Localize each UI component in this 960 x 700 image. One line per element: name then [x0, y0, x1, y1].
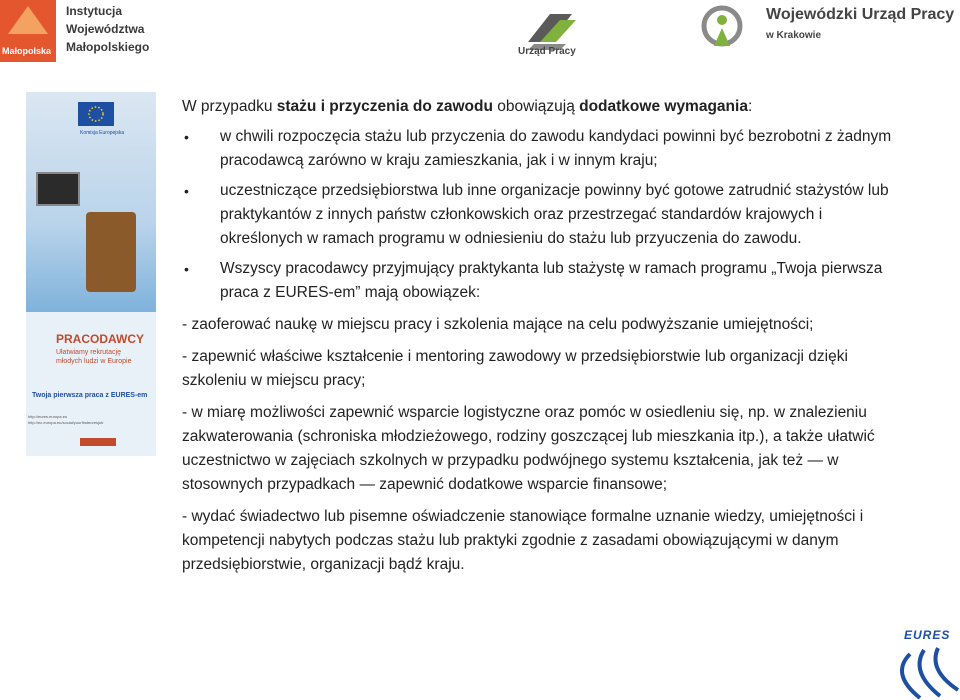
poster-url-1: http://eures.europa.eu [28, 414, 68, 419]
laptop-icon [36, 172, 80, 206]
eu-commission-text: Komisja Europejska [80, 130, 125, 136]
poster-badge [80, 438, 116, 446]
poster-subtitle: Ułatwiamy rekrutację młodych ludzi w Europie [56, 349, 132, 365]
intro-bold-2: dodatkowe wymagania [579, 98, 748, 115]
obligation-paragraph: - zaoferować naukę w miejscu pracy i szkolenia mające na celu podwyższanie umiejętności; [182, 316, 814, 333]
institution-line-3: Małopolskiego [66, 40, 150, 54]
malopolska-word: Małopolska [2, 46, 52, 56]
list-item: • uczestniczące przedsiębiorstwa lub inne organizacje powinny być gotowe zatrudnić stażystów lub praktykantów z innych państw członkowskich oraz przestrzegać standardów krajowych i określonych w ramach programu w odniesieniu do stażu lub przyuczenia do zawodu. [182, 179, 902, 251]
urzad-pracy-label: Urząd Pracy [518, 46, 576, 57]
institution-logo [0, 0, 170, 72]
intro-bold-1: stażu i przyczenia do zawodu [276, 98, 493, 115]
poster-url-2: http://ec.europa.eu/social/yourfirsteuresjob [28, 420, 104, 425]
obligation-paragraph: - w miarę możliwości zapewnić wsparcie logistyczne oraz pomóc w osiedleniu się, np. w znalezieniu zakwaterowania (schroniska młodzieżowego, rodziny goszczącej lub mieszkania itp.), a także ułatwić uczestnictwo w zajęciach szkolnych w przypadku podwójnego systemu kształcenia, jak też — w stosownych przypadkach — zapewnić dodatkowe wsparcie finansowe; [182, 404, 875, 493]
urzad-pracy-logo-icon [510, 4, 590, 68]
bullet-icon: • [184, 129, 189, 145]
requirements-list [182, 125, 902, 305]
eures-wordmark: EURES [904, 628, 951, 642]
intro-paragraph: W przypadku stażu i przyczenia do zawodu obowiązują dodatkowe wymagania: [182, 98, 753, 115]
eures-poster [26, 92, 156, 456]
bullet-icon: • [184, 261, 189, 277]
main-content [182, 95, 902, 577]
obligation-paragraph: - wydać świadectwo lub pisemne oświadczenie stanowiące formalne uznanie wiedzy, umiejętności i kompetencji nabytych podczas stażu lub praktyki zgodnie z zasadami obowiązującymi w danym przedsiębiorstwie, organizacji bądź kraju. [182, 508, 864, 573]
list-item: • Wszyscy pracodawcy przyjmujący praktykanta lub stażystę w ramach programu „Twoja pierwsza praca z EURES-em” mają obowiązek: [182, 257, 902, 305]
wup-subtitle: w Krakowie [766, 30, 822, 41]
obligation-paragraph: - zapewnić właściwe kształcenie i mentoring zawodowy w przedsiębiorstwie lub organizacji dzięki szkoleniu w miejscu pracy; [182, 348, 848, 389]
toolbox-icon [86, 212, 136, 292]
poster-slogan: Twoja pierwsza praca z EURES-em [32, 392, 148, 399]
institution-line-1: Instytucja [66, 4, 123, 18]
institution-name [66, 2, 149, 56]
institution-line-2: Województwa [66, 22, 145, 36]
poster-urls [28, 414, 103, 426]
bullet-icon: • [184, 183, 189, 199]
wup-title: Wojewódzki Urząd Pracy [766, 6, 955, 23]
eu-flag-icon [78, 102, 114, 126]
malopolska-logo [0, 0, 56, 62]
list-item: • w chwili rozpoczęcia stażu lub przyczenia do zawodu kandydaci powinni być bezrobotni z żadnym pracodawcą zarówno w kraju zamieszkania, jak i w innym kraju; [182, 125, 902, 173]
poster-title: PRACODAWCY [56, 332, 145, 346]
